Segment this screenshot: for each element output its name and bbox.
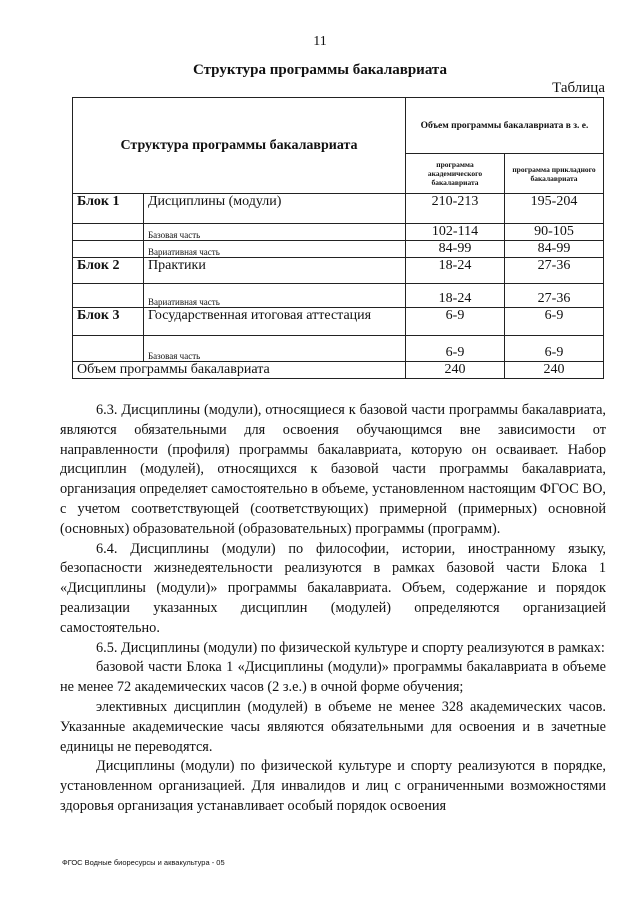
- table-row: [73, 241, 604, 258]
- applied-value: 27-36: [505, 284, 604, 308]
- paragraph-order: Дисциплины (модули) по физической культуре и спорту реализуются в порядке, установленном организацией. Для инвалидов и лиц с ограниченными возможностями здоровья организация устанавливает особый порядок освоения: [60, 758, 606, 814]
- block-label: Блок 1: [73, 194, 144, 224]
- row-name: Практики: [144, 258, 406, 284]
- block-label: [73, 284, 144, 308]
- paragraph-6-3: 6.3. Дисциплины (модули), относящиеся к базовой части программы бакалавриата, являются обязательными для освоения обучающимся вне зависимости от направленности (профиля) программы бакалавриата, которую он осваивает. Набор дисциплин (модулей), относящихся к базовой части программы бакалавриата, организация определяет самостоятельно в объеме, установленном настоящим ФГОС ВО, с учетом соответствующей (соответствующих) примерной (примерных) основной (основных) образовательной (образовательных) программы (программ).: [60, 402, 606, 537]
- paragraph-6-5: 6.5. Дисциплины (модули) по физической культуре и спорту реализуются в рамках:: [96, 639, 605, 656]
- block-label: [73, 224, 144, 241]
- academic-value: 210-213: [406, 194, 505, 224]
- table-row: [73, 362, 604, 379]
- academic-value: 18-24: [406, 284, 505, 308]
- block-label: [73, 241, 144, 258]
- academic-value: 6-9: [406, 308, 505, 336]
- row-name: Базовая часть: [144, 224, 406, 241]
- row-name: Вариативная часть: [144, 241, 406, 258]
- page-number: 11: [313, 34, 327, 49]
- paragraph-6-4: 6.4. Дисциплины (модули) по философии, истории, иностранному языку, безопасности жизнедеятельности реализуются в рамках базовой части Блока 1 «Дисциплины (модули)» программы бакалавриата. Объем, содержание и порядок реализации указанных дисциплин (модулей) определяются организацией самостоятельно.: [60, 540, 606, 636]
- header-academic: программа академического бакалавриата: [406, 154, 505, 194]
- applied-value: 90-105: [505, 224, 604, 241]
- academic-value: 18-24: [406, 258, 505, 284]
- table-row: [73, 194, 604, 224]
- table-caption: Таблица: [552, 80, 605, 96]
- paragraph-basic-part: базовой части Блока 1 «Дисциплины (модули)» программы бакалавриата в объеме не менее 72 академических часов (2 з.е.) в очной форме обучения;: [60, 659, 606, 696]
- applied-value: 6-9: [505, 308, 604, 336]
- applied-value: 84-99: [505, 241, 604, 258]
- row-name: Дисциплины (модули): [144, 194, 406, 224]
- program-structure-table: [72, 97, 604, 379]
- block-label: Блок 2: [73, 258, 144, 284]
- header-applied: программа прикладного бакалавриата: [505, 154, 604, 194]
- paragraph-elective: элективных дисциплин (модулей) в объеме не менее 328 академических часов. Указанные академические часы являются обязательными для освоения и в зачетные единицы не переводятся.: [60, 698, 606, 755]
- total-label: Объем программы бакалавриата: [73, 362, 406, 379]
- row-name: Базовая часть: [144, 336, 406, 362]
- block-label: [73, 336, 144, 362]
- table-row: [73, 284, 604, 308]
- applied-total: 240: [505, 362, 604, 379]
- block-label: Блок 3: [73, 308, 144, 336]
- table-row: [73, 308, 604, 336]
- row-name: Государственная итоговая аттестация: [144, 308, 406, 336]
- academic-value: 102-114: [406, 224, 505, 241]
- header-volume: Объем программы бакалавриата в з. е.: [406, 98, 604, 154]
- body-text: [60, 401, 606, 817]
- page-title: Структура программы бакалавриата: [193, 62, 447, 78]
- footer-text: ФГОС Водные биоресурсы и аквакультура - 05: [62, 858, 225, 867]
- table-row: [73, 224, 604, 241]
- academic-total: 240: [406, 362, 505, 379]
- applied-value: 195-204: [505, 194, 604, 224]
- header-structure: Структура программы бакалавриата: [73, 98, 406, 194]
- academic-value: 84-99: [406, 241, 505, 258]
- table-row: [73, 258, 604, 284]
- applied-value: 27-36: [505, 258, 604, 284]
- applied-value: 6-9: [505, 336, 604, 362]
- row-name: Вариативная часть: [144, 284, 406, 308]
- table-row: [73, 336, 604, 362]
- academic-value: 6-9: [406, 336, 505, 362]
